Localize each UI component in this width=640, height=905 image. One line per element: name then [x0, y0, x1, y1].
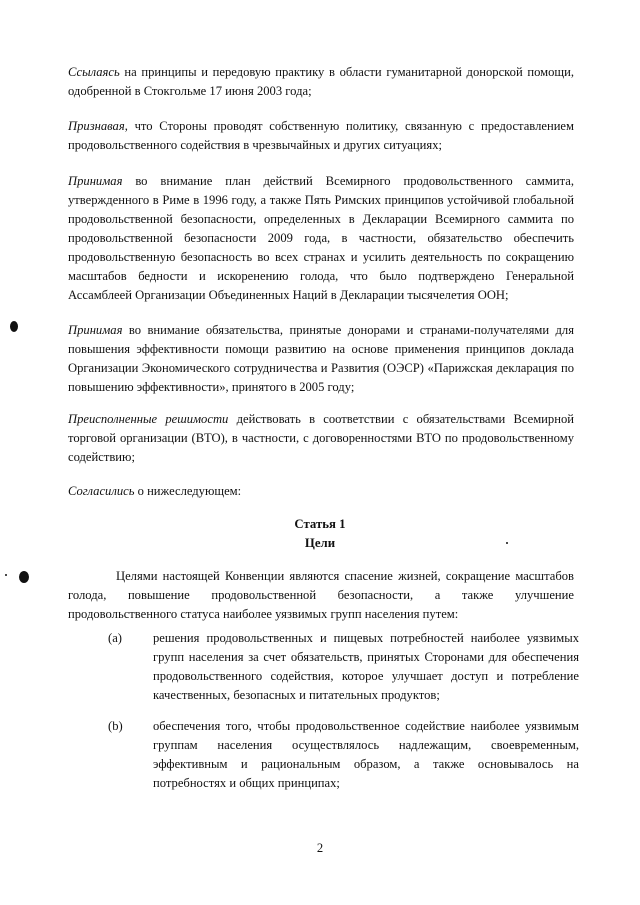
preamble-paragraph-4	[68, 321, 574, 397]
punch-hole-mark	[10, 321, 18, 332]
preamble-paragraph-5	[68, 410, 574, 467]
list-marker: (a)	[108, 631, 122, 645]
list-item-text: решения продовольственных и пищевых потребностей наиболее уязвимых групп населения за счет обязательств, принятых Сторонами для обеспечения продовольственного содействия, которое улучшает доступ и потребление качественных, безопасных и питательных продуктов;	[153, 631, 579, 702]
article-title: Цели	[304, 536, 336, 550]
paragraph-text: , что Стороны проводят собственную политику, связанную с предоставлением продовольственного содействия в чрезвычайных и других ситуациях;	[68, 119, 574, 152]
article-number: Статья 1	[294, 517, 346, 531]
list-item-b	[68, 717, 580, 797]
paragraph-text: во внимание план действий Всемирного продовольственного саммита, утвержденного в Риме в 1996 году, а также Пять Римских принципов устойчивой глобальной продовольственной безопасности, определенных в Декларации Всемирного саммита по продовольственной безопасности 2009 года, в частности, обязательство обеспечить продовольственную безопасность во всех странах и усилить деятельность по сокращению масштабов бедности и искоренению голода, что было подтверждено Генеральной Ассамблеей Организации Объединенных Наций в Декларации тысячелетия ООН;	[68, 174, 574, 302]
article-intro	[68, 567, 574, 624]
paragraph-lead: Признавая	[68, 119, 125, 133]
paragraph-lead: Ссылаясь	[68, 65, 120, 79]
list-item-text: обеспечения того, чтобы продовольственное содействие наиболее уязвимым группам населения осуществлялось надлежащим, своевременным, эффективным и рациональным образом, а также основывалось на потребностях и общих принципах;	[153, 719, 579, 790]
preamble-paragraph-1	[68, 63, 574, 101]
preamble-paragraph-6	[68, 482, 574, 501]
scan-speck	[5, 574, 7, 576]
paragraph-text: на принципы и передовую практику в области гуманитарной донорской помощи, одобренной в Стокгольме 17 июня 2003 года;	[68, 65, 574, 98]
list-item-a	[68, 629, 580, 709]
paragraph-text: во внимание обязательства, принятые донорами и странами-получателями для повышения эффективности помощи развитию на основе применения принципов доклада Организации Экономического сотрудничества и Развития (ОЭСР) «Парижская декларация по повышению эффективности», принятого в 2005 году;	[68, 323, 574, 394]
paragraph-lead: Преисполненные решимости	[68, 412, 229, 426]
paragraph-text: действовать в соответствии с обязательствами Всемирной торговой организации (ВТО), в частности, с договоренностями ВТО по продовольственному содействию;	[68, 412, 574, 464]
paragraph-text: о нижеследующем:	[134, 484, 242, 498]
list-marker: (b)	[108, 719, 123, 733]
preamble-paragraph-3	[68, 172, 574, 305]
punch-hole-mark	[19, 571, 29, 583]
page-number: 2	[316, 841, 324, 855]
paragraph-lead: Принимая	[68, 174, 123, 188]
preamble-paragraph-2	[68, 117, 574, 155]
intro-text: Целями настоящей Конвенции являются спасение жизней, сокращение масштабов голода, повышение продовольственной безопасности, а также улучшение продовольственного статуса наиболее уязвимых групп населения путем:	[68, 569, 574, 621]
paragraph-lead: Согласились	[68, 484, 135, 498]
scan-speck	[506, 542, 508, 544]
paragraph-lead: Принимая	[68, 323, 123, 337]
